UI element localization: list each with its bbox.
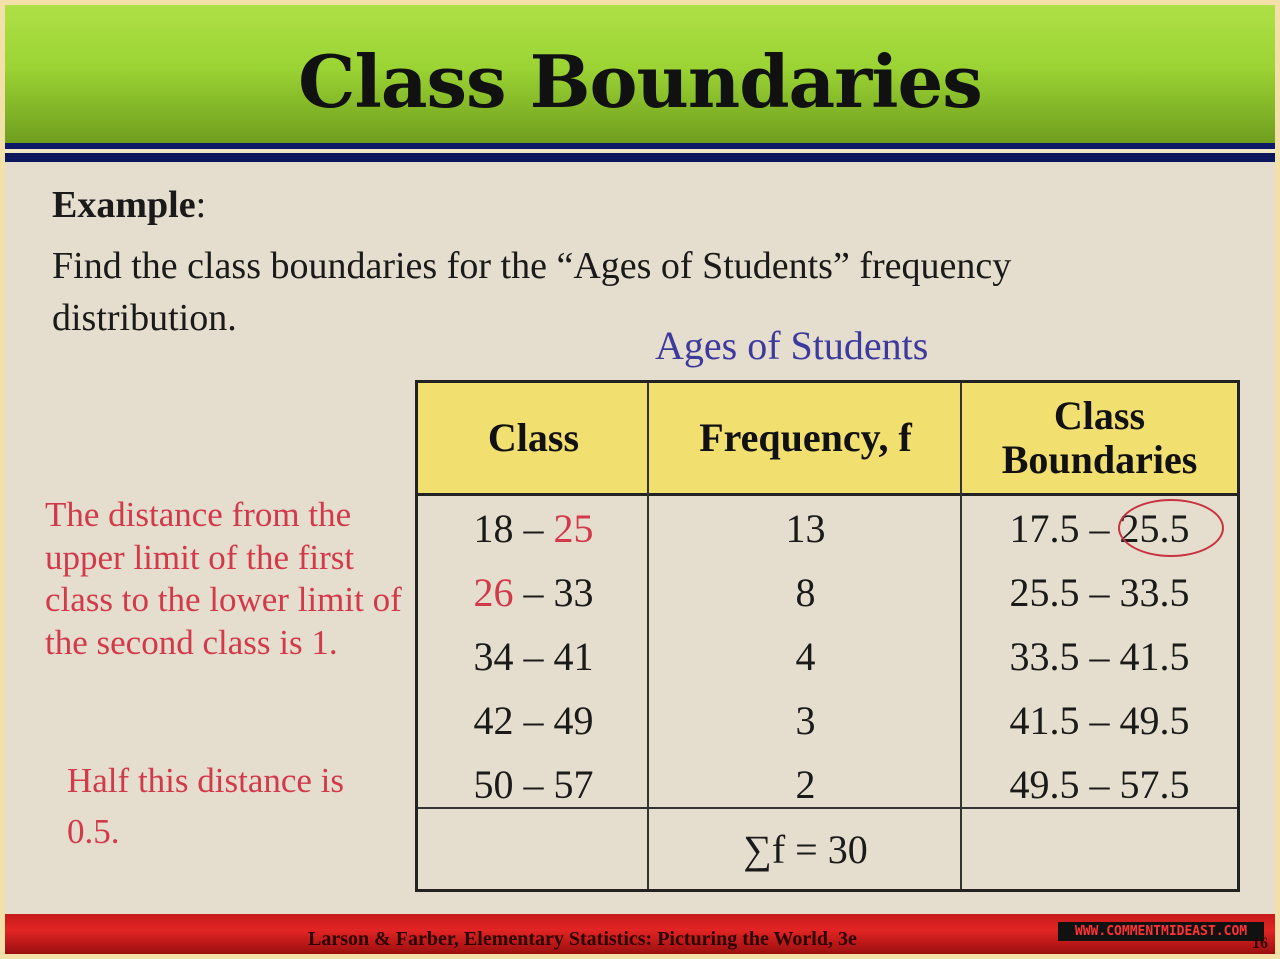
- boundary-cell: [962, 624, 1237, 688]
- class-lower-highlight: 26: [473, 569, 514, 615]
- example-colon: :: [195, 184, 207, 226]
- class-lower: 42: [473, 697, 514, 743]
- boundary-lower: 41.5: [1009, 697, 1080, 743]
- page-number: 16: [1252, 935, 1268, 952]
- title-rule-dark-lower: [5, 153, 1275, 162]
- boundary-lower: 49.5: [1009, 761, 1080, 807]
- footer-citation: Larson & Farber, Elementary Statistics: Picturing the World, 3e: [308, 928, 857, 950]
- header-boundaries-line1: Class: [1053, 393, 1146, 438]
- boundary-dash: –: [1079, 505, 1120, 551]
- frequency-cell: 13: [785, 505, 826, 551]
- note-distance: The distance from the upper limit of the first class to the lower limit of the second class is 1.: [45, 495, 402, 662]
- frequency-cell: 2: [795, 761, 816, 807]
- table-row: [418, 496, 1237, 560]
- example-heading: [52, 183, 206, 227]
- header-frequency: [649, 383, 962, 493]
- boundary-dash: –: [1079, 697, 1120, 743]
- class-dash: –: [513, 505, 554, 551]
- frequency-cell: 8: [795, 569, 816, 615]
- frequency-cell: 4: [795, 633, 816, 679]
- table-row: [418, 560, 1237, 624]
- example-label: Example: [52, 184, 196, 226]
- header-frequency-label: Frequency, f: [699, 415, 912, 460]
- table-row: [418, 624, 1237, 688]
- class-dash: –: [513, 761, 554, 807]
- header-boundaries-line2: Boundaries: [1001, 437, 1198, 482]
- boundary-cell: [962, 560, 1237, 624]
- example-prompt: Find the class boundaries for the “Ages of Students” frequency distribution.: [52, 245, 1012, 339]
- boundary-upper: 33.5: [1119, 569, 1190, 615]
- title-bar: [5, 5, 1275, 143]
- class-cell: [418, 496, 649, 560]
- slide-title: Class Boundaries: [298, 39, 982, 124]
- boundary-upper: 49.5: [1119, 697, 1190, 743]
- boundary-upper: 57.5: [1119, 761, 1190, 807]
- class-cell: [418, 560, 649, 624]
- boundary-dash: –: [1079, 633, 1120, 679]
- boundary-cell: [962, 688, 1237, 752]
- class-upper: 33: [553, 569, 594, 615]
- header-class: Class: [487, 415, 580, 460]
- boundary-dash: –: [1079, 761, 1120, 807]
- class-dash: –: [513, 569, 554, 615]
- table-caption: Ages of Students: [655, 323, 929, 368]
- class-upper: 41: [553, 633, 594, 679]
- boundary-upper: 25.5: [1119, 505, 1190, 551]
- boundary-lower: 33.5: [1009, 633, 1080, 679]
- boundary-lower: 17.5: [1009, 505, 1080, 551]
- watermark: WWW.COMMENTMIDEAST.COM: [1058, 922, 1264, 941]
- class-cell: [418, 624, 649, 688]
- class-upper: 57: [553, 761, 594, 807]
- highlight-circle: [1118, 499, 1224, 557]
- class-lower: 18: [473, 505, 514, 551]
- table-row: [418, 688, 1237, 752]
- class-upper: 49: [553, 697, 594, 743]
- frequency-table: [415, 380, 1240, 892]
- class-cell: [418, 688, 649, 752]
- class-lower: 50: [473, 761, 514, 807]
- class-upper-highlight: 25: [553, 505, 594, 551]
- class-lower: 34: [473, 633, 514, 679]
- frequency-sum: ∑f = 30: [743, 826, 868, 872]
- frequency-cell: 3: [795, 697, 816, 743]
- class-dash: –: [513, 633, 554, 679]
- boundary-dash: –: [1079, 569, 1120, 615]
- header-class-boundaries: [962, 383, 1237, 493]
- boundary-lower: 25.5: [1009, 569, 1080, 615]
- class-dash: –: [513, 697, 554, 743]
- note-half-distance: Half this distance is 0.5.: [67, 761, 345, 851]
- boundary-upper: 41.5: [1119, 633, 1190, 679]
